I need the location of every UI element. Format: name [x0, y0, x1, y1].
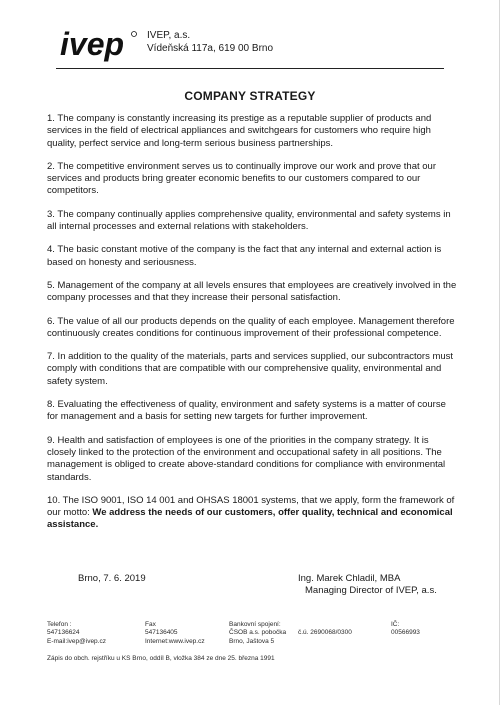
strategy-item: 4. The basic constant motive of the company is the fact that any internal and external action is based on honesty and seriousness. — [47, 244, 442, 268]
ic-label: IČ: — [391, 621, 400, 628]
strategy-item-10 — [47, 495, 457, 532]
bank-account: č.ú. 2690068/0300 — [298, 629, 352, 636]
phone-label: Telefon : — [47, 621, 72, 628]
signatory-role: Managing Director of IVEP, a.s. — [305, 585, 437, 596]
website-link[interactable]: Internet:www.ivep.cz — [145, 637, 205, 645]
fax-label: Fax — [145, 621, 156, 628]
bank-city: Brno, Jaštova 5 — [229, 637, 275, 645]
place-date: Brno, 7. 6. 2019 — [78, 573, 146, 584]
strategy-item: 7. In addition to the quality of the materials, parts and services supplied, our subcontractors must comply with conditions that are compatible with our comprehensive quality, environmental and safety system. — [47, 351, 454, 387]
strategy-item: 5. Management of the company at all levels ensures that employees are creatively involved in the company processes and that they increase their personal satisfaction. — [47, 279, 457, 304]
company-motto: We address the needs of our customers, offer quality, technical and economical assistance. — [47, 507, 453, 531]
strategy-item: 2. The competitive environment serves us to continually improve our work and prove that our services and products bring greater economic benefits to our customers compared to our competitors. — [47, 160, 436, 197]
strategy-item: 8. Evaluating the effectiveness of quality, environment and safety systems is a matter of course for management and a basis for setting new targets for further improvement. — [47, 399, 446, 423]
bank-label: Bankovní spojení: — [229, 621, 281, 628]
strategy-item: 1. The company is constantly increasing its prestige as a reputable supplier of products and services in the field of electrical appliances and switchgears for customers who require high quality, perfect service and long-term serious business partnerships. — [47, 113, 432, 149]
footer-ic — [391, 621, 420, 638]
footer-contact-phone — [47, 621, 106, 646]
ivep-logo — [60, 27, 138, 63]
footer-bank — [229, 621, 286, 646]
page-title: COMPANY STRATEGY — [184, 89, 316, 103]
header-divider — [56, 68, 444, 69]
fax-number: 547136405 — [145, 629, 178, 637]
strategy-list — [47, 113, 457, 543]
company-address: Vídeňská 117a, 619 00 Brno — [147, 43, 274, 54]
strategy-item: 3. The company continually applies comprehensive quality, environmental and safety systems in all internal processes and external relations with stakeholders. — [47, 208, 451, 233]
company-name: IVEP, a.s. — [147, 30, 191, 41]
strategy-item: 6. The value of all our products depends on the quality of each employee. Management therefore continuously creates conditions for continuous improvement of their professional competence. — [47, 315, 455, 339]
phone-number: 547136624 — [47, 629, 80, 637]
strategy-item-text: 10. The ISO 9001, ISO 14 001 and OHSAS 18001 systems, that we apply, form the framework of our motto: — [47, 494, 455, 519]
email-link[interactable]: E-mail:ivep@ivep.cz — [47, 637, 106, 645]
ic-number: 00566993 — [391, 629, 420, 637]
registry-note: Zápis do obch. rejstříku u KS Brno, oddíl B, vložka 384 ze dne 25. března 1991 — [47, 655, 275, 662]
footer-contact-fax — [145, 621, 205, 646]
signatory-name: Ing. Marek Chladil, MBA — [298, 573, 401, 584]
strategy-item: 9. Health and satisfaction of employees is one of the priorities in the company strategy. It is closely linked to the protection of the environment and occupational safety in all positions. The management is obliged to create above-standard conditions for compliance with environmental standards. — [47, 434, 446, 483]
bank-name: ČSOB a.s. pobočka — [229, 629, 287, 637]
svg-text:ivep: ivep — [60, 27, 125, 62]
